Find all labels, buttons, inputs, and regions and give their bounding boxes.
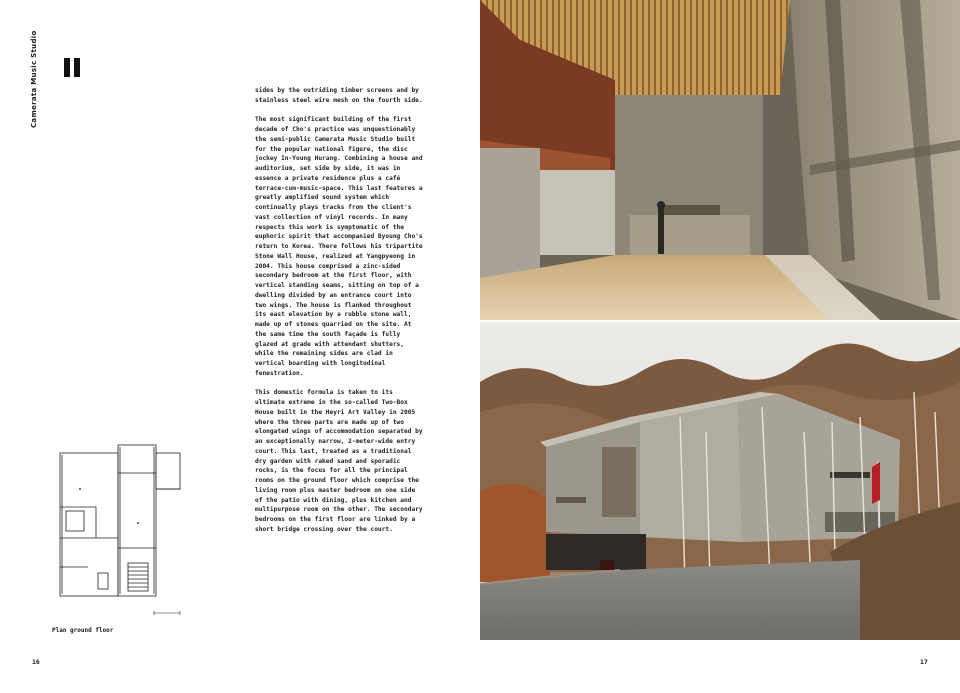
page-number-right: 17 bbox=[920, 658, 928, 666]
paragraph: The most significant building of the first decade of Cho's practice was unquestionably the semi-public Camerata Music Studio built for the popular national figure, the disc jockey In-Young Hurang. Combining a house and auditorium, set side by side, it was in essence a private residence plus a café terrace-cum-music-space. This last features a greatly amplified sound system which continually plays tracks from the client's vast collection of vinyl records. In many respects this work is symptomatic of the euphoric spirit that accompanied Byoung Cho's return to Korea. There follows his tripartite Stone Wall House, realized at Yangpyeong in 2004. This house comprised a zinc-sided secondary bedroom at the first floor, with vertical standing seams, sitting on top of a dwelling divided by an entrance court into two wings. The house is flanked throughout its east elevation by a rubble stone wall, made up of stones quarried on the site. At the same time the south façade is fully glazed at grade with attendant shutters, while the remaining sides are clad in vertical boarding with longitudinal fenestration. bbox=[255, 116, 423, 377]
paragraph: sides by the outriding timber screens and by stainless steel wire mesh on the fourth side. bbox=[255, 87, 423, 104]
interior-photo bbox=[480, 0, 960, 320]
paragraph: This domestic formula is taken to its ultimate extreme in the so-called Two-Box House built in the Heyri Art Valley in 2005 where the three parts are made up of two elongated wings of accommodation separated by an exceptionally narrow, 2-meter-wide entry court. This last, treated as a traditional dry garden with raked sand and sporadic rocks, is the focus for all the principal rooms on the ground floor which comprise the living room plus master bedroom on one side of the patio with dining, plus kitchen and multipurpose room on the other. The secondary bedrooms on the first floor are linked by a short bridge crossing over the court. bbox=[255, 389, 423, 533]
exterior-photo bbox=[480, 322, 960, 640]
plan-caption: Plan ground floor bbox=[52, 627, 114, 634]
pause-bars-icon bbox=[64, 58, 81, 77]
running-title: Camerata Music Studio bbox=[30, 30, 38, 128]
body-text bbox=[255, 86, 425, 544]
floor-plan-drawing bbox=[58, 443, 186, 618]
page-number-left: 16 bbox=[32, 658, 40, 666]
